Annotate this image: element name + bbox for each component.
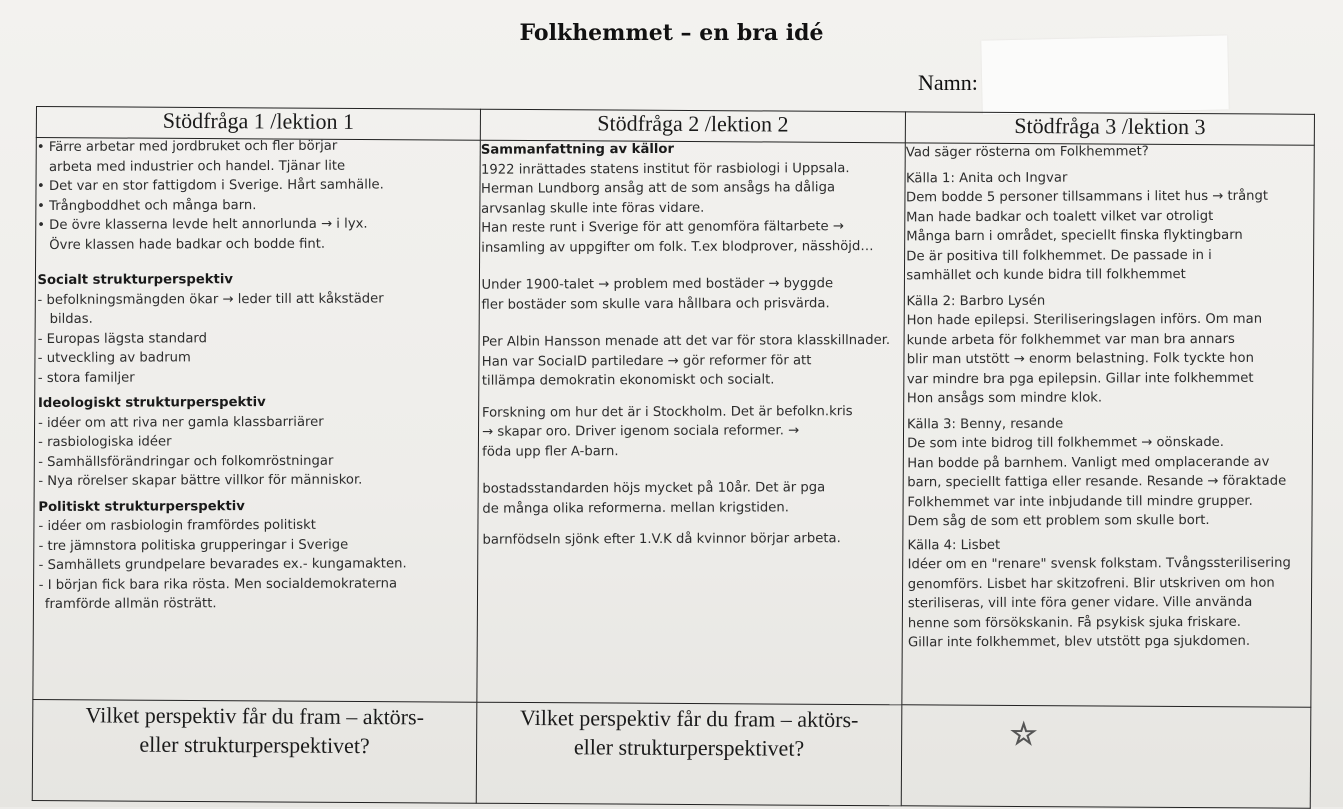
note-heading: Socialt strukturperspektiv xyxy=(37,272,234,289)
note-line: Många barn i området, speciellt finska flyktingbarn xyxy=(906,227,1243,245)
spacer xyxy=(37,253,480,265)
note-line: barnfödseln sjönk efter 1.V.K då kvinnor börjar arbeta. xyxy=(482,531,841,548)
note-line: arvsanlag skulle inte föras vidare. xyxy=(481,200,705,217)
handwritten-notes-1 xyxy=(37,138,480,615)
note-line: insamling av uppgifter om folk. T.ex blodprover, nässhöjd… xyxy=(481,238,874,256)
note-line: kunde arbeta för folkhemmet var man bra annars xyxy=(906,331,1235,348)
note-line: - rasbiologiska idéer xyxy=(38,434,172,451)
note-line: - Samhällsförändringar och folkomröstningar xyxy=(38,453,334,470)
notes-cell-3 xyxy=(902,143,1314,707)
note-line: fler bostäder som skulle vara hållbara och prisvärda. xyxy=(481,295,830,313)
note-line: Dem såg de som ett problem som skulle bort. xyxy=(907,513,1210,530)
note-line: - I början fick bara rika rösta. Men socialdemokraterna xyxy=(38,575,398,593)
question-line: eller strukturperspektivet? xyxy=(139,731,370,758)
question-cell-2 xyxy=(476,702,902,806)
note-line: Idéer om en "renare" svensk folkstam. Tvångssterilisering xyxy=(907,555,1291,573)
note-line: tillämpa demokratin ekonomiskt och socialt. xyxy=(481,372,775,389)
note-line: → skapar oro. Driver igenom sociala reformer. → xyxy=(482,423,800,440)
note-line: Hon hade epilepsi. Steriliseringslagen införs. Om man xyxy=(906,311,1263,329)
note-line: de många olika reformerna. mellan krigstiden. xyxy=(482,499,789,517)
name-redaction-box xyxy=(981,35,1228,114)
note-line: De är positiva till folkhemmet. De passade in i xyxy=(906,247,1212,264)
note-line: - befolkningsmängden ökar → leder till att kåkstäder xyxy=(37,291,384,308)
note-line: Man hade badkar och toalett vilket var otroligt xyxy=(906,208,1214,225)
note-heading: Ideologiskt strukturperspektiv xyxy=(37,395,266,412)
note-line: - Samhällets grundpelare bevarades ex.- kungamakten. xyxy=(38,556,407,574)
handwritten-notes-3 xyxy=(906,143,1314,653)
note-line: Folkhemmet var inte inbjudande till mindre grupper. xyxy=(907,493,1253,510)
note-line: Herman Lundborg ansåg att de som ansågs ha dåliga xyxy=(480,180,836,197)
note-line: • Trångboddhet och många barn. xyxy=(37,197,257,214)
name-label: Namn: xyxy=(918,70,978,95)
note-line: Han bodde på barnhem. Vanligt med omplacerande av xyxy=(907,454,1270,471)
note-line: framförde allmän rösträtt. xyxy=(44,596,217,613)
question-cell-3 xyxy=(901,705,1311,809)
worksheet-table xyxy=(32,106,1315,809)
note-line: bildas. xyxy=(49,311,93,327)
note-line: Han var SocialD partiledare → gör reformer för att xyxy=(481,352,812,370)
note-line: Forskning om hur det är i Stockholm. Det är befolkn.kris xyxy=(481,403,853,421)
question-cell-1 xyxy=(32,699,477,803)
note-heading: Politiskt strukturperspektiv xyxy=(38,498,245,515)
note-line: Dem bodde 5 personer tillsammans i litet hus → trångt xyxy=(905,188,1269,206)
star-icon: ☆ xyxy=(1010,716,1038,752)
note-line: - idéer om att riva ner gamla klassbarriärer xyxy=(38,414,324,431)
note-line: 1922 inrättades statens institut för rasbiologi i Uppsala. xyxy=(480,160,850,178)
note-line: • Det var en stor fattigdom i Sverige. Hårt samhälle. xyxy=(36,177,384,195)
notes-cell-1 xyxy=(33,138,480,702)
note-line: • Färre arbetar med jordbruket och fler börjar xyxy=(36,138,338,156)
note-line: - utveckling av badrum xyxy=(37,350,191,367)
note-line: arbeta med industrier och handel. Tjänar lite xyxy=(48,158,346,175)
spacer xyxy=(482,460,905,480)
note-heading: Vad säger rösterna om Folkhemmet? xyxy=(905,144,1149,161)
note-line: var mindre bra pga epilepsin. Gillar inte folkhemmet xyxy=(906,370,1254,387)
note-line: genomförs. Lisbet har skitzofreni. Blir utskriven om hon xyxy=(907,575,1275,592)
column-header-1: Stödfråga 1 /lektion 1 xyxy=(36,107,480,141)
note-line: Övre klassen hade badkar och bodde fint. xyxy=(49,236,326,253)
note-line: • De övre klasserna levde helt annorlunda → i lyx. xyxy=(37,216,368,234)
source-heading: Källa 2: Barbro Lysén xyxy=(906,293,1046,309)
note-line: föda upp fler A-barn. xyxy=(482,443,619,460)
source-heading: Källa 1: Anita och Ingvar xyxy=(905,170,1068,186)
note-line: - Europas lägsta standard xyxy=(37,330,207,347)
note-line: Per Albin Hansson menade att det var för stora klasskillnader. xyxy=(481,332,891,350)
note-line: Gillar inte folkhemmet, blev utstött pga sjukdomen. xyxy=(907,633,1251,651)
note-line: bostadsstandarden höjs mycket på 10år. Det är pga xyxy=(482,480,826,497)
question-row xyxy=(32,699,1311,808)
question-line: eller strukturperspektivet? xyxy=(573,734,805,761)
note-heading: Sammanfattning av källor xyxy=(480,141,674,158)
notes-row xyxy=(33,138,1314,708)
spacer xyxy=(481,256,905,276)
note-line: henne som försökskanin. Få psykisk sjuka friskare. xyxy=(907,614,1242,631)
note-line: - stora familjer xyxy=(37,370,135,386)
question-line: Vilket perspektiv får du fram – aktörs- xyxy=(85,702,425,730)
question-line: Vilket perspektiv får du fram – aktörs- xyxy=(520,704,859,732)
note-line: - Nya rörelser skapar bättre villkor för människor. xyxy=(38,472,363,490)
note-line: - idéer om rasbiologin framfördes politiskt xyxy=(38,517,316,535)
source-heading: Källa 3: Benny, resande xyxy=(906,416,1064,432)
note-line: blir man utstött → enorm belastning. Folk tyckte hon xyxy=(906,350,1254,368)
handwritten-notes-2 xyxy=(481,140,905,550)
source-heading: Källa 4: Lisbet xyxy=(907,537,1001,553)
note-line: Under 1900-talet → problem med bostäder → byggde xyxy=(481,276,834,293)
note-line: barn, speciellt fattiga eller resande. Resande → föraktade xyxy=(907,473,1287,491)
column-header-3: Stödfråga 3 /lektion 3 xyxy=(905,112,1314,146)
notes-cell-2 xyxy=(477,140,905,704)
spacer xyxy=(482,313,906,333)
note-line: De som inte bidrog till folkhemmet → oönskade. xyxy=(907,434,1225,452)
note-line: - tre jämnstora politiska grupperingar i Sverige xyxy=(38,537,349,554)
note-line: samhället och kunde bidra till folkhemmet xyxy=(906,267,1186,284)
page-title: Folkhemmet – en bra idé xyxy=(519,20,824,46)
note-line: Han reste runt i Sverige för att genomföra fältarbete → xyxy=(481,219,844,236)
column-header-2: Stödfråga 2 /lektion 2 xyxy=(480,109,905,143)
note-line: steriliseras, vill inte föra gener vidare. Ville använda xyxy=(907,594,1253,612)
note-line: Hon ansågs som mindre klok. xyxy=(906,390,1103,407)
